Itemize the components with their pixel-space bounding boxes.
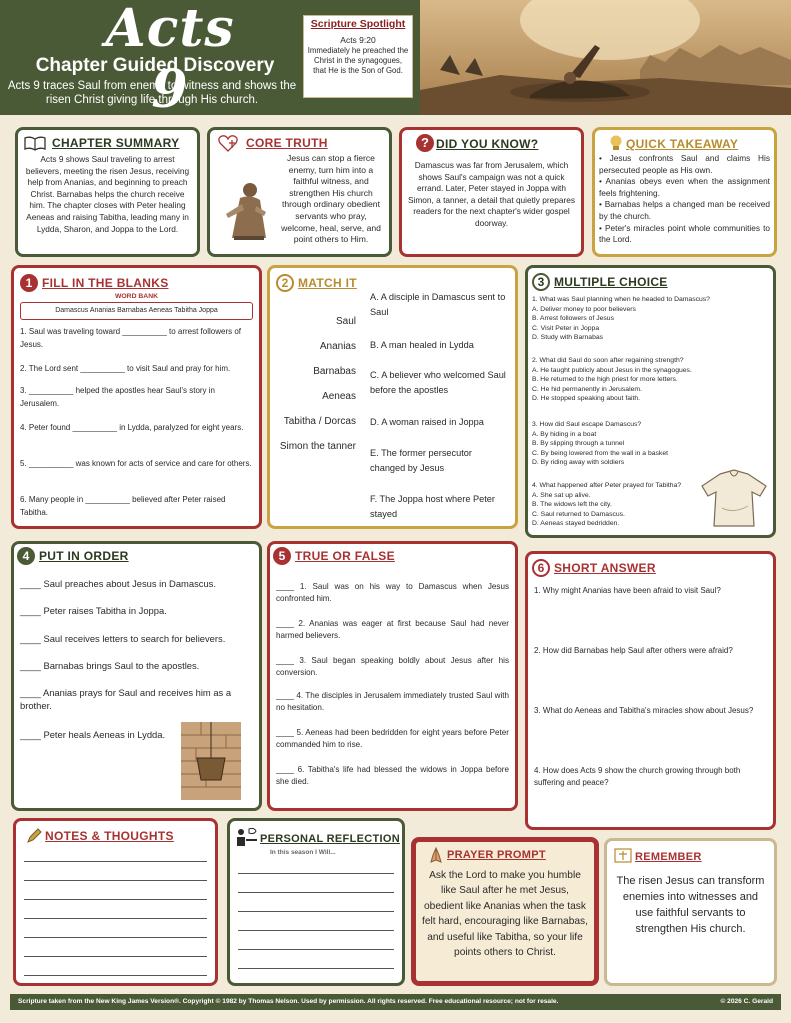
writing-line [24, 918, 207, 919]
praying-hands-icon [428, 847, 444, 868]
option: C. Visit Peter in Joppa [532, 324, 600, 332]
question-text: 1. What was Saul planning when he headed to Damascus? [532, 296, 710, 303]
option: B. The widows left the city. [532, 501, 612, 509]
mc-question [532, 420, 769, 468]
fill-item: 6. Many people in __________ believed after Peter raised Tabitha. [20, 495, 226, 517]
writing-line [24, 880, 207, 881]
option: D. Study with Barnabas [532, 334, 604, 342]
writing-person-icon [234, 827, 258, 852]
short-answer-card [525, 551, 776, 830]
mc-question [532, 356, 769, 404]
section-number: 5 [273, 547, 291, 565]
takeaway-item: • Peter's miracles point whole communities to the Lord. [599, 222, 770, 245]
bible-icon [24, 135, 46, 156]
core-truth-card [207, 127, 392, 257]
scripture-spotlight [303, 15, 413, 98]
tf-item: ____ 6. Tabitha's life had blessed the widows in Joppa before she died. [276, 765, 509, 787]
takeaway-title: QUICK TAKEAWAY [626, 137, 739, 151]
section-number: 1 [20, 274, 38, 292]
writing-line [238, 911, 394, 912]
summary-text: Acts 9 shows Saul traveling to arrest believers, meeting the risen Jesus, receiving help from Ananias, and beginning to preach Christ. Barnabas helps the church receive him. The chapter closes with Peter healing Aeneas and raising Tabitha, leading many in Lydda, Sharon, and Joppa to the Lord. [25, 154, 190, 234]
tf-item: ____ 3. Saul began speaking boldly about Jesus after his conversion. [276, 656, 509, 678]
prayer-prompt-frame [411, 837, 599, 986]
order-item: ____ Saul preaches about Jesus in Damascus. [20, 578, 216, 589]
option: C. He hid permanently in Jerusalem. [532, 385, 642, 393]
match-right-item: A. A disciple in Damascus sent to Saul [370, 292, 506, 317]
footer-author: © 2026 C. Gerald [720, 998, 773, 1005]
fill-item: 5. __________ was known for acts of service and care for others. [20, 459, 252, 468]
mc-question [532, 295, 769, 343]
mc-title: MULTIPLE CHOICE [554, 275, 668, 290]
didyouknow-title: DID YOU KNOW? [436, 137, 539, 151]
sa-item: 2. How did Barnabas help Saul after others were afraid? [534, 646, 733, 655]
match-right-item: C. A believer who welcomed Saul before the apostles [370, 370, 506, 395]
option: A. By hiding in a boat [532, 430, 597, 438]
match-left-item: Saul [335, 316, 356, 327]
question-text: 3. How did Saul escape Damascus? [532, 421, 642, 428]
match-it-card [267, 265, 518, 529]
tf-item: ____ 2. Ananias was eager at first because Saul had never harmed believers. [276, 619, 509, 641]
sa-item: 4. How does Acts 9 show the church growing through both suffering and peace? [534, 766, 741, 787]
scroll-icon [612, 846, 634, 869]
fill-item: 1. Saul was traveling toward __________ to arrest followers of Jesus. [20, 327, 242, 349]
tunic-illustration [700, 468, 772, 537]
writing-line [238, 873, 394, 874]
option: D. He stopped speaking about faith. [532, 395, 641, 403]
personal-reflection-card [227, 818, 405, 986]
writing-line [24, 956, 207, 957]
footer [10, 994, 781, 1010]
put-in-order-card [11, 541, 262, 811]
takeaway-item: • Barnabas helps a changed man be received by the church. [599, 199, 770, 221]
takeaway-list [599, 153, 770, 246]
match-title: MATCH IT [298, 276, 357, 291]
reflection-title: PERSONAL REFLECTION [260, 833, 400, 845]
order-item: ____ Peter heals Aeneas in Lydda. [20, 729, 166, 740]
page-subtitle: Chapter Guided Discovery [35, 55, 275, 76]
fill-item: 3. __________ helped the apostles hear Saul's story in Jerusalem. [20, 386, 215, 408]
word-bank: Damascus Ananias Barnabas Aeneas Tabitha Joppa [20, 302, 253, 320]
heart-cross-icon [218, 134, 238, 157]
takeaway-item: • Ananias obeys even when the assignment feels frightening. [599, 176, 770, 198]
spotlight-text: Immediately he preached the Christ in the synagogues, that He is the Son of God. [307, 46, 409, 75]
writing-line [238, 892, 394, 893]
match-left-item: Simon the tanner [279, 441, 356, 452]
word-bank-label: WORD BANK [114, 293, 159, 300]
notes-card [13, 818, 218, 986]
question-icon: ? [416, 134, 434, 152]
pencil-icon [26, 828, 42, 849]
footer-copyright: Scripture taken from the New King James Version®. Copyright © 1982 by Thomas Nelson. Used by permission. All rights reserved. Free educational resource; not for resale. [18, 998, 559, 1005]
apostle-illustration [222, 180, 274, 247]
spotlight-title: Scripture Spotlight [310, 18, 406, 30]
fill-title: FILL IN THE BLANKS [42, 276, 169, 291]
option: A. She sat up alive. [532, 491, 591, 499]
section-number: 2 [276, 274, 294, 292]
writing-line [24, 861, 207, 862]
match-left-item: Ananias [319, 341, 356, 352]
order-item: ____ Saul receives letters to search for believers. [20, 633, 226, 644]
tf-item: ____ 1. Saul was on his way to Damascus when Jesus confronted him. [276, 582, 509, 604]
option: A. Deliver money to poor believers [532, 305, 636, 313]
notes-title: NOTES & THOUGHTS [45, 829, 174, 843]
prayer-title: PRAYER PROMPT [447, 849, 546, 861]
core-title: CORE TRUTH [246, 136, 328, 150]
did-you-know-card [399, 127, 584, 257]
section-number: 6 [532, 559, 550, 577]
order-item: ____ Peter raises Tabitha in Joppa. [20, 605, 167, 616]
fill-blanks-card [11, 265, 262, 529]
core-text: Jesus can stop a fierce enemy, turn him into a faithful witness, and strengthen His church through ordinary obedient servants who pray, welcome, heal, serve, and point others to Him. [281, 153, 381, 245]
match-left-item: Barnabas [313, 366, 356, 377]
writing-line [238, 968, 394, 969]
takeaway-item: • Jesus confronts Saul and claims His persecuted people as His own. [599, 153, 770, 175]
chapter-summary-card [15, 127, 200, 257]
order-item: ____ Barnabas brings Saul to the apostles. [20, 660, 200, 671]
match-right-item: E. The former persecutor changed by Jesus [370, 448, 472, 473]
writing-line [24, 937, 207, 938]
remember-title: REMEMBER [635, 851, 702, 863]
match-left-item: Tabitha / Dorcas [283, 416, 356, 427]
mc-question [532, 481, 702, 529]
spotlight-reference: Acts 9:20 [340, 35, 376, 45]
option: C. Saul returned to Damascus. [532, 510, 625, 518]
question-text: 4. What happened after Peter prayed for Tabitha? [532, 482, 682, 489]
quick-takeaway-card [592, 127, 777, 257]
true-false-card [267, 541, 518, 811]
match-left-item: Aeneas [322, 391, 356, 402]
writing-line [24, 899, 207, 900]
section-number: 4 [17, 547, 35, 565]
question-text: 2. What did Saul do soon after regaining strength? [532, 357, 684, 364]
sa-item: 3. What do Aeneas and Tabitha's miracles show about Jesus? [534, 706, 754, 715]
match-right-item: D. A woman raised in Joppa [370, 417, 484, 427]
fill-item: 4. Peter found __________ in Lydda, paralyzed for eight years. [20, 423, 244, 432]
writing-line [238, 930, 394, 931]
order-item: ____ Ananias prays for Saul and receives him as a brother. [20, 687, 232, 711]
page-title: Acts 9 [105, 0, 235, 120]
fill-item: 2. The Lord sent __________ to visit Saul and pray for him. [20, 364, 231, 373]
sa-title: SHORT ANSWER [554, 561, 656, 576]
multiple-choice-card [525, 265, 776, 538]
tf-item: ____ 5. Aeneas had been bedridden for eight years before Peter commanded him to rise. [276, 728, 509, 750]
option: B. Arrest followers of Jesus [532, 315, 614, 323]
order-title: PUT IN ORDER [39, 549, 129, 564]
match-right-item: B. A man healed in Lydda [370, 340, 474, 350]
hero-illustration [420, 0, 791, 115]
prayer-text: Ask the Lord to make you humble like Saul after he met Jesus, obedient like Ananias when the task felt hard, encouraging like Barnabas, and useful like Tabitha, so your life points others to Christ. [422, 870, 588, 959]
didyouknow-text: Damascus was far from Jerusalem, which shows Saul's campaign was not a quick errand. Later, Peter stayed in Joppa with Simon, a tanner, a detail that quietly prepares readers for the next chapter's wider gospel doorway. [408, 160, 575, 228]
option: B. He returned to the high priest for more letters. [532, 376, 678, 384]
summary-title: CHAPTER SUMMARY [52, 136, 180, 150]
writing-line [24, 975, 207, 976]
intro-text: Acts 9 traces Saul from enemy to witness and shows the risen Christ giving life through His church. [7, 80, 297, 106]
basket-wall-illustration [181, 722, 241, 805]
option: A. He taught publicly about Jesus in the synagogues. [532, 366, 692, 374]
tf-item: ____ 4. The disciples in Jerusalem immediately trusted Saul with no hesitation. [276, 691, 509, 713]
remember-card [604, 838, 777, 986]
remember-text: The risen Jesus can transform enemies into witnesses and use faithful servants to strengthen His church. [616, 875, 765, 935]
section-number: 3 [532, 273, 550, 291]
sa-item: 1. Why might Ananias have been afraid to visit Saul? [534, 586, 721, 595]
match-right-item: F. The Joppa host where Peter stayed [370, 494, 495, 519]
prayer-prompt-card [416, 842, 594, 981]
option: D. Aeneas stayed bedridden. [532, 520, 620, 528]
option: D. By riding away with soldiers [532, 459, 625, 467]
writing-line [238, 949, 394, 950]
option: C. By being lowered from the wall in a basket [532, 449, 669, 457]
tf-title: TRUE OR FALSE [295, 549, 395, 564]
option: B. By slipping through a tunnel [532, 440, 625, 448]
reflection-prompt: In this season I Will... [270, 849, 336, 856]
